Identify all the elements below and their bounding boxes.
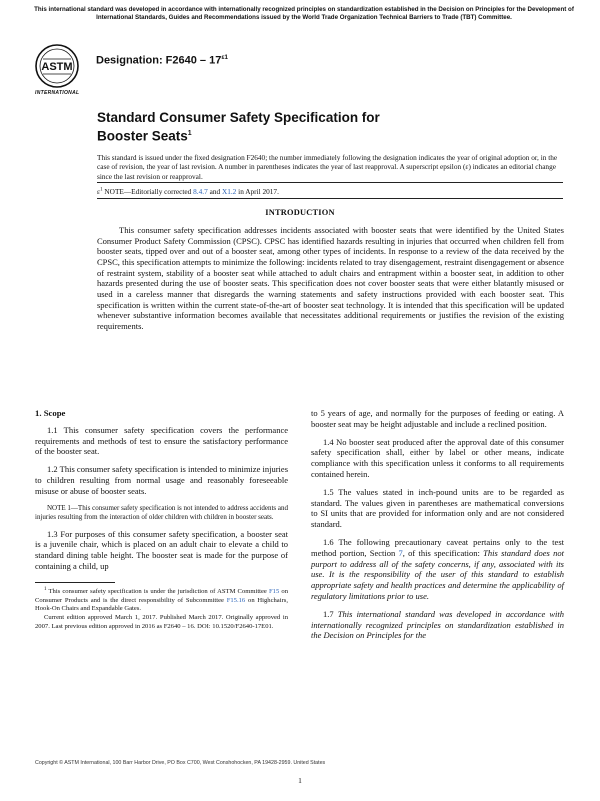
p17-text: This international standard was developed in accordance with internationally recognized principles on standardization established in the Decision on Principles for the <box>311 608 565 641</box>
footnotes <box>35 586 288 631</box>
right-column <box>311 408 564 641</box>
footnote-text-b: on Consumer Products and is the direct responsibility of Subcommittee <box>35 588 288 604</box>
epsilon-superscript: 1 <box>100 187 103 193</box>
designation-superscript: ε1 <box>221 54 229 61</box>
astm-logo <box>33 42 87 94</box>
p16-caveat: This standard does not purport to address all of the safety concerns, if any, associated with its use. It is the responsibility of the user of this standard to establish appropriate safety and health practices and determine the applicability of regulatory limitations prior to use. <box>311 547 564 601</box>
paragraph-1-2: 1.2 This consumer safety specification is intended to minimize injuries to children resulting from normal usage and reasonably foreseeable misuse or abuse of booster seats. <box>35 464 288 496</box>
link-x1-2[interactable]: X1.2 <box>221 187 237 196</box>
footnote-1 <box>35 586 288 614</box>
editorial-text-a: NOTE—Editorially corrected <box>102 187 194 196</box>
section-heading-scope: 1. Scope <box>35 408 66 418</box>
footnote-marker: 1 <box>44 587 47 592</box>
introduction-text: This consumer safety specification addresses incidents associated with booster seats that were identified by the United States Consumer Product Safety Commission (CPSC). CPSC has identified hazards resulting in injuries that occurred when children fell from booster seats, tipped over and out of a booster seat, among other types of incidents. In response to a review of the data received by the CPSC, this specification attempts to minimize the following: incidents related to tray disengagement, restraint disengagement or absence of restraint system, stability of a booster seat while attached to adult chairs and entrapment within a booster seat, in addition to other hazards presented during the use of booster seats. This specification does not cover booster seats that were either blatantly misused or used in a careless manner that disregards the warning statements and safety instructions provided with each booster seat. This specification is written within the current state-of-the-art of booster seat technology. It is intended that this specification will be updated whenever substantive information becomes available that necessitates additional requirements or justifies the revision of the existing requirements. <box>97 225 564 331</box>
wto-notice: This international standard was developed in accordance with internationally recognized principles on standardization established in the Decision on Principles for the Development of International Standards, Guides and Recommendations issued by the World Trade Organization Technical Barriers to Trade (TBT) Committee. <box>34 6 574 22</box>
introduction-heading: INTRODUCTION <box>265 208 335 217</box>
editorial-text-c: in April 2017. <box>236 187 279 196</box>
divider-top <box>97 182 563 183</box>
page-number: 1 <box>298 776 302 785</box>
left-column <box>35 408 288 572</box>
logo-text: ASTM <box>41 61 73 73</box>
paragraph-1-6 <box>311 537 564 602</box>
title-footnote-marker: 1 <box>187 129 192 137</box>
editorial-note <box>97 187 279 196</box>
footnote-text-c: on Highchairs, Hook-On Chairs and Expandable Gates. <box>35 596 288 613</box>
p17-number: 1.7 <box>323 608 338 619</box>
paragraph-1-1: 1.1 This consumer safety specification covers the performance requirements and methods of test to ensure the satisfactory performance of the booster seat. <box>35 424 288 457</box>
p16-text-a: 1.6 The following precautionary caveat pertains only to the test method portion, Section <box>311 536 564 558</box>
document-title <box>97 110 417 144</box>
paragraph-1-3: 1.3 For purposes of this consumer safety specification, a booster seat is a juvenile chair, which is placed on an adult chair to elevate a child to standard dining table height. The booster seat is made for the purpose of containing a child, up <box>35 528 288 571</box>
link-section-7[interactable]: 7 <box>398 547 403 558</box>
copyright-footer: Copyright © ASTM International, 100 Barr Harbor Drive, PO Box C700, West Conshohocken, PA 19428-2959. United States <box>35 760 326 766</box>
note-1: NOTE 1—This consumer safety specification is not intended to address accidents and injuries resulting from the interaction of older children with children in booster seats. <box>35 503 288 521</box>
epsilon-symbol: ε <box>97 187 101 196</box>
paragraph-1-3-continued: to 5 years of age, and normally for the purposes of feeding or eating. A booster seat may be height adjustable and include a reclined position. <box>311 408 564 429</box>
footnote-edition: Current edition approved March 1, 2017. Published March 2017. Originally approved in 2007. Last previous edition approved in 2016 as F2640 – 16. DOI: 10.1520/F2640-17E01. <box>35 613 288 630</box>
designation-label: Designation: F2640 – 17 <box>96 54 222 67</box>
paragraph-1-7 <box>311 609 564 641</box>
editorial-text-b: and <box>207 187 222 196</box>
divider-bottom <box>97 198 563 199</box>
link-f15[interactable]: F15 <box>269 588 280 596</box>
link-f15-16[interactable]: F15.16 <box>226 596 246 604</box>
issued-note: This standard is issued under the fixed designation F2640; the number immediately following the designation indicates the year of original adoption or, in the case of revision, the year of last revision. A number in parentheses indicates the year of last reapproval. A superscript epsilon (ε) indicates an editorial change since the last revision or reapproval. <box>97 153 558 181</box>
p16-text-b: , of this specification: <box>402 547 484 558</box>
title-text: Standard Consumer Safety Specification for Booster Seats <box>97 110 380 143</box>
footnote-rule <box>35 582 115 583</box>
paragraph-1-4: 1.4 No booster seat produced after the approval date of this consumer safety specification shall, either by label or other means, indicate compliance with this specification unless it conforms to all requirements contained herein. <box>311 436 564 479</box>
footnote-text-a: This consumer safety specification is under the jurisdiction of ASTM Committee <box>48 588 269 596</box>
link-8-4-7[interactable]: 8.4.7 <box>193 187 208 196</box>
designation <box>96 54 228 67</box>
logo-subtitle: INTERNATIONAL <box>35 90 80 96</box>
paragraph-1-5: 1.5 The values stated in inch-pound units are to be regarded as standard. The values given in parentheses are mathematical conversions to SI units that are provided for information only and are not considered standard. <box>311 486 564 530</box>
